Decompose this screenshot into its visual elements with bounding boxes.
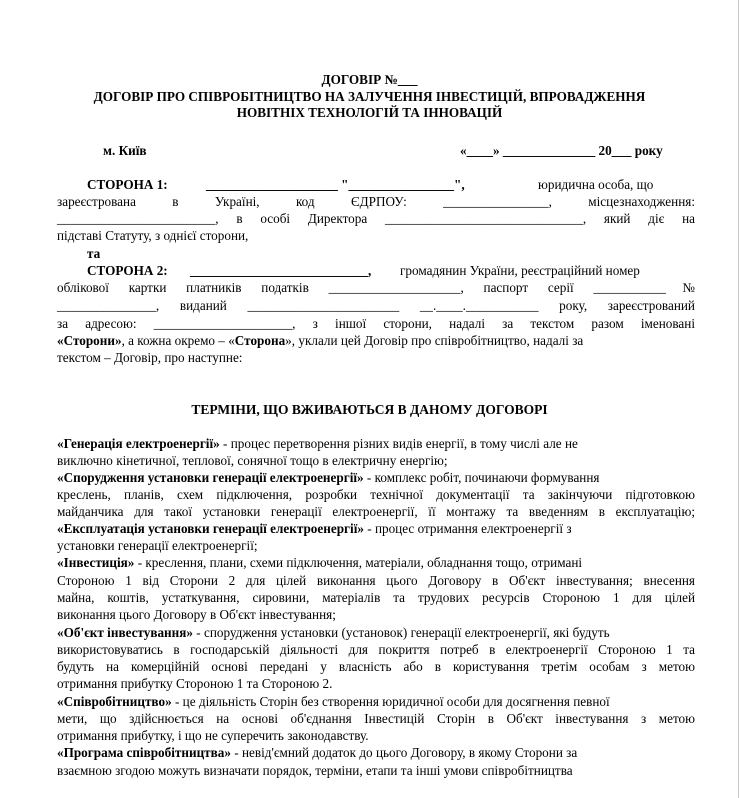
term-construction-name: «Спорудження установки генерації електроенергії»: [57, 470, 364, 485]
term-construction-line2: креслень, планів, схем підключення, розробки технічної документації та закінчуючи підготовкою: [57, 487, 695, 502]
term-object-name: «Об'єкт інвестування»: [57, 625, 193, 640]
party1-line3: ________________________, в особі Директора ______________________________, який діє на: [57, 211, 695, 226]
term-operation-name: «Експлуатація установки генерації електроенергії»: [57, 521, 364, 536]
party2-type: громадянин України, реєстраційний номер: [400, 263, 640, 278]
contract-title: ДОГОВІР ПРО СПІВРОБІТНИЦТВО НА ЗАЛУЧЕННЯ ІНВЕСТИЦІЙ, ВПРОВАДЖЕННЯ: [93, 89, 646, 104]
term-object-line4: отримання прибутку Стороною 1 та Стороною 2.: [57, 676, 333, 691]
term-generation-def: - процес перетворення різних видів енергії, в тому числі але не: [219, 436, 578, 451]
and-label: та: [87, 246, 101, 261]
term-operation: [57, 521, 572, 537]
term-investment: [57, 555, 582, 571]
term-generation-line2: виключно кінетичної, теплової, сонячної тощо в електричну енергію;: [57, 453, 448, 468]
party2-line3: _______________, виданий _______________________ __.____.___________ року, зареєстрований: [57, 298, 695, 313]
party1-type: юридична особа, що: [538, 177, 654, 192]
party2-line6: текстом – Договір, про наступне:: [57, 350, 243, 365]
party1-label: СТОРОНА 1:: [87, 177, 168, 192]
term-construction: [57, 470, 599, 486]
party2-line2: облікової картки платників податків ____________________, паспорт серії ___________№: [57, 280, 695, 295]
party2-line4: за адресою: _____________________, з іншої сторони, надалі за текстом разом іменовані: [57, 316, 695, 331]
term-cooperation: [57, 694, 610, 710]
party1-line4: підставі Статуту, з однієї сторони,: [57, 228, 249, 243]
party2-line5-rest: », уклали цей Договір про співробітництво, надалі за: [285, 333, 584, 348]
term-program-def: - невід'ємний додаток до цього Договору, в якому Сторони за: [230, 745, 578, 760]
term-object: [57, 625, 610, 641]
term-object-line3: будуть на комерційній основі передані у власність або в користування третім особам з метою: [57, 659, 695, 674]
term-generation: [57, 436, 578, 452]
term-cooperation-line3: отримання прибутку, і що не суперечить законодавству.: [57, 728, 369, 743]
parties-term: «Сторони»: [57, 333, 122, 348]
term-investment-line2: Стороною 1 від Сторони 2 для цілей виконання цього Договору в Об'єкт інвестування; внесення: [57, 573, 695, 588]
term-cooperation-line2: мети, що здійснюється на основі об'єднання Інвестицій Сторін в Об'єкт інвестування з метою: [57, 711, 695, 726]
term-program: [57, 745, 577, 761]
party2-line5-text: , а кожна окремо – «: [121, 333, 235, 348]
term-operation-line2: установки генерації електроенергії;: [57, 538, 258, 553]
term-investment-def: - креслення, плани, схеми підключення, матеріали, обладнання тощо, отримані: [134, 555, 583, 570]
term-cooperation-name: «Співробітництво»: [57, 694, 172, 709]
term-investment-name: «Інвестиція»: [57, 555, 135, 570]
party2-name: ___________________________,: [190, 263, 372, 278]
party2-label: СТОРОНА 2:: [87, 263, 168, 278]
term-program-name: «Програма співробітництва»: [57, 745, 231, 760]
party1-line2: зареєстрована в Україні, код ЄДРПОУ: ________________, місцезнаходження:: [57, 194, 695, 209]
term-generation-name: «Генерація електроенергії»: [57, 436, 220, 451]
contract-date: «____» ______________ 20___ року: [460, 143, 663, 158]
party-term: Сторона: [234, 333, 286, 348]
party1-name: ____________________ "________________",: [206, 177, 465, 192]
city: м. Київ: [103, 143, 147, 158]
contract-number-title: ДОГОВІР №___: [321, 72, 418, 87]
section-title: ТЕРМІНИ, ЩО ВЖИВАЮТЬСЯ В ДАНОМУ ДОГОВОРІ: [191, 402, 548, 417]
term-operation-def: - процес отримання електроенергії з: [363, 521, 572, 536]
contract-title-continued: НОВІТНІХ ТЕХНОЛОГІЙ ТА ІННОВАЦІЙ: [236, 105, 503, 120]
term-object-line2: використовуватись в господарській діяльності для покриття потреб в електроенергії Стороною 1 та: [57, 642, 695, 657]
term-investment-line4: виконання цього Договору в Об'єкт інвестування;: [57, 607, 336, 622]
term-construction-def: - комплекс робіт, починаючи формування: [363, 470, 600, 485]
term-cooperation-def: - це діяльність Сторін без створення юридичної особи для досягнення певної: [171, 694, 610, 709]
term-program-line2: взаємною згодою можуть визначати порядок, терміни, етапи та інші умови співробітництва: [57, 763, 573, 778]
party2-line5: [57, 333, 583, 349]
term-construction-line3: майданчика для такої установки генерації електроенергії, її монтажу та введенням в експлуатацію;: [57, 504, 695, 519]
term-object-def: - спорудження установки (установок) генерації електроенергії, які будуть: [192, 625, 610, 640]
term-investment-line3: майна, коштів, устаткування, сировини, матеріалів та трудових ресурсів Стороною 1 для цілей: [57, 590, 695, 605]
